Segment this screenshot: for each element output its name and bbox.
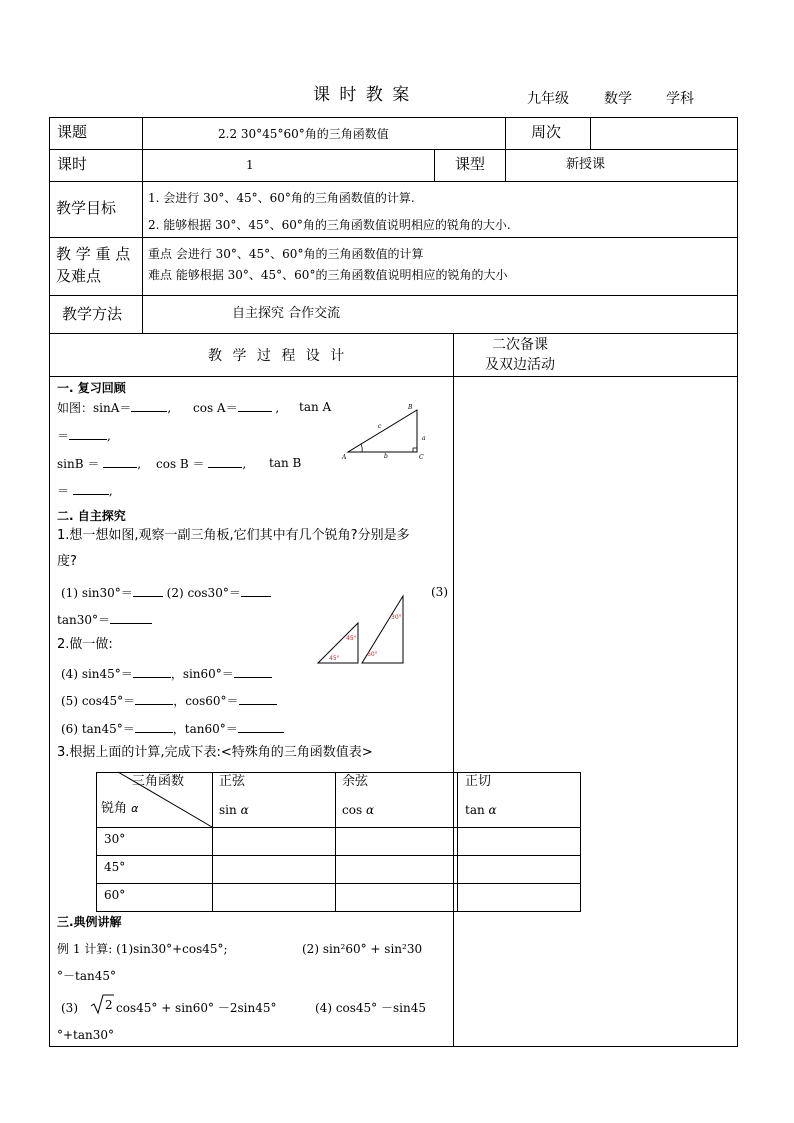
method-value: 自主探究 合作交流 bbox=[232, 306, 341, 321]
period-label: 课时 bbox=[57, 155, 88, 173]
angle-label: 45° bbox=[329, 655, 340, 662]
section-explore-heading: 二. 自主探究 bbox=[57, 509, 126, 523]
period-value: 1 bbox=[246, 158, 254, 172]
review-line: 如图：sinA＝ , bbox=[57, 401, 172, 415]
table-diag-header: 三角函数 bbox=[132, 774, 185, 789]
side-title: 二次备课 bbox=[492, 337, 548, 353]
question-text-cont: 度? bbox=[57, 554, 77, 569]
topic-value: 2.2 30°45°60°角的三角函数值 bbox=[218, 127, 389, 141]
angle-label: 45° bbox=[346, 635, 357, 642]
row-header: 45° bbox=[104, 860, 126, 874]
col-header-name: 正切 bbox=[465, 774, 492, 789]
review-line: ＝ , bbox=[57, 484, 113, 498]
angle-label: 30° bbox=[391, 614, 402, 621]
goals-label: 教学目标 bbox=[56, 199, 117, 217]
vertex-label: C bbox=[419, 454, 424, 461]
review-line: tan A bbox=[299, 400, 332, 414]
sqrt-radicand: 2 bbox=[105, 998, 113, 1012]
example-text: (3) bbox=[61, 1001, 78, 1015]
col-header-expr: sin α bbox=[219, 803, 249, 817]
goal-item: 2. 能够根据 30°、45°、60°角的三角函数值说明相应的锐角的大小. bbox=[148, 218, 511, 232]
col-header-name: 正弦 bbox=[219, 774, 246, 789]
exercise-item: (1) sin30°＝ (2) cos30°＝ bbox=[61, 585, 271, 600]
exercise-item: (4) sin45°＝ ，sin60°＝ bbox=[61, 666, 272, 681]
question-text: 2.做一做: bbox=[57, 637, 113, 652]
example-text-cont: °+tan30° bbox=[57, 1028, 115, 1042]
question-text: 3.根据上面的计算,完成下表:<特殊角的三角函数值表> bbox=[57, 745, 373, 760]
row-header: 30° bbox=[104, 832, 126, 846]
review-line: tan B bbox=[269, 456, 302, 470]
method-label: 教学方法 bbox=[62, 305, 123, 323]
row-header: 60° bbox=[104, 888, 126, 902]
col-header-name: 余弦 bbox=[342, 774, 369, 789]
section-examples-heading: 三.典例讲解 bbox=[57, 915, 122, 929]
process-title: 教 学 过 程 设 计 bbox=[208, 348, 348, 364]
grade-label: 九年级 bbox=[527, 91, 569, 107]
goal-item: 1. 会进行 30°、45°、60°角的三角函数值的计算. bbox=[148, 191, 415, 205]
example-text-cont: °－tan45° bbox=[57, 969, 116, 983]
exercise-item-num: (3) bbox=[431, 585, 448, 599]
subject-label: 数学 bbox=[604, 91, 632, 107]
set-square-figure bbox=[315, 594, 410, 664]
review-line: ＝ , bbox=[57, 429, 111, 443]
topic-label: 课题 bbox=[57, 123, 88, 141]
example-text: (4) cos45° －sin45 bbox=[315, 1001, 426, 1015]
week-label: 周次 bbox=[531, 123, 562, 141]
side-label: a bbox=[422, 435, 426, 442]
type-value: 新授课 bbox=[566, 157, 606, 172]
col-header-expr: tan α bbox=[465, 803, 497, 817]
example-text: cos45° + sin60° －2sin45° bbox=[116, 1001, 277, 1015]
example-text: 例 1 计算: (1)sin30°+cos45°; bbox=[57, 942, 228, 956]
exercise-item: (6) tan45°＝ ，tan60°＝ bbox=[61, 721, 284, 736]
right-triangle-figure bbox=[340, 400, 430, 462]
section-review-heading: 一. 复习回顾 bbox=[57, 381, 126, 395]
review-line: sinB ＝ , bbox=[57, 457, 142, 471]
table-diag-header-2: 锐角 α bbox=[101, 801, 139, 816]
side-label: b bbox=[384, 453, 388, 460]
angle-label: 60° bbox=[367, 651, 378, 658]
vertex-label: B bbox=[408, 404, 413, 411]
keypoint-item: 难点 能够根据 30°、45°、60°的三角函数值说明相应的锐角的大小 bbox=[148, 268, 508, 282]
keypoints-label: 教 学 重 点 bbox=[56, 245, 131, 263]
page-title: 课 时 教 案 bbox=[313, 85, 412, 105]
review-line: cos A＝ , bbox=[193, 401, 280, 415]
example-text: (2) sin²60° + sin²30 bbox=[302, 942, 423, 956]
exercise-item: (5) cos45°＝ ，cos60°＝ bbox=[61, 693, 277, 708]
type-label: 课型 bbox=[455, 155, 486, 173]
keypoint-item: 重点 会进行 30°、45°、60°角的三角函数值的计算 bbox=[148, 247, 424, 261]
question-text: 1.想一想如图,观察一副三角板,它们其中有几个锐角?分别是多 bbox=[57, 528, 410, 543]
side-label: c bbox=[378, 423, 382, 430]
vertex-label: A bbox=[342, 454, 347, 461]
side-title-2: 及双边活动 bbox=[485, 357, 555, 373]
col-header-expr: cos α bbox=[342, 803, 375, 817]
exercise-item: tan30°＝ bbox=[57, 612, 152, 627]
subject-suffix: 学科 bbox=[666, 91, 694, 107]
review-line: cos B ＝ , bbox=[156, 457, 247, 471]
keypoints-label-2: 及难点 bbox=[56, 267, 102, 285]
